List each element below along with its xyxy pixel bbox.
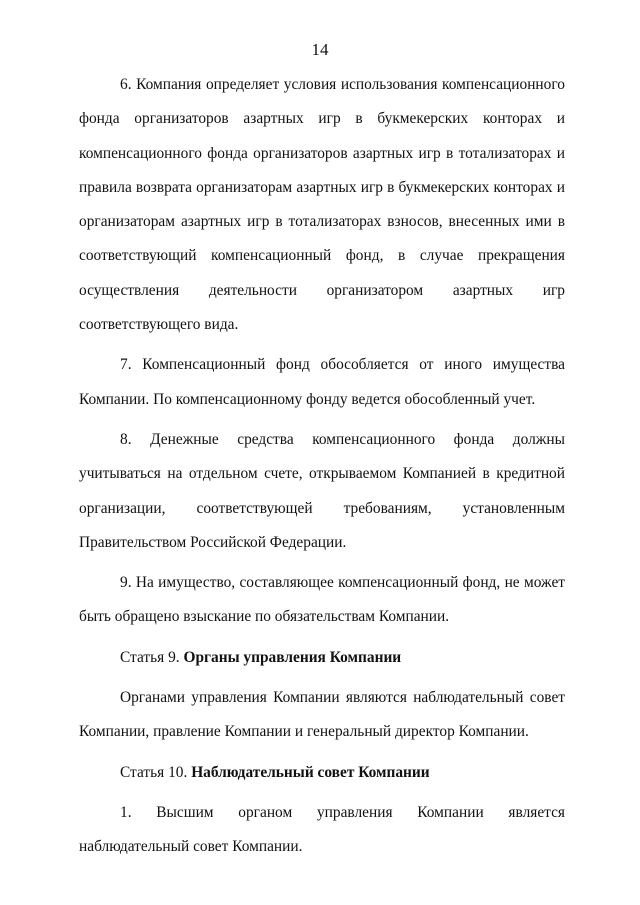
article-10-prefix: Статья 10. bbox=[120, 763, 188, 781]
article-10-heading bbox=[79, 756, 565, 790]
page-number: 14 bbox=[311, 40, 329, 59]
article-9-prefix: Статья 9. bbox=[120, 648, 180, 666]
article-9-heading bbox=[79, 641, 565, 675]
paragraph-8: 8. Денежные средства компенсационного фонда должны учитываться на отдельном счете, открываемом Компанией в кредитной организации, соответствующей требованиям, установленным Правительством Российской Федерации. bbox=[79, 430, 565, 551]
paragraph-6: 6. Компания определяет условия использования компенсационного фонда организаторов азартных игр в букмекерских конторах и компенсационного фонда организаторов азартных игр в тотализаторах и правила возврата организаторам азартных игр в букмекерских конторах и организаторам азартных игр в тотализаторах взносов, внесенных ими в соответствующий компенсационный фонд, в случае прекращения осуществления деятельности организатором азартных игр соответствующего вида. bbox=[79, 76, 565, 334]
paragraph-9: 9. На имущество, составляющее компенсационный фонд, не может быть обращено взыскание по обязательствам Компании. bbox=[79, 574, 565, 626]
article-9-title: Органы управления Компании bbox=[183, 648, 402, 666]
document-body bbox=[79, 68, 565, 865]
article-10-text: 1. Высшим органом управления Компании является наблюдательный совет Компании. bbox=[79, 803, 565, 856]
article-10-title: Наблюдательный совет Компании bbox=[191, 763, 430, 781]
paragraph-7: 7. Компенсационный фонд обособляется от иного имущества Компании. По компенсационному фонду ведется обособленный учет. bbox=[79, 356, 565, 408]
article-9-text: Органами управления Компании являются наблюдательный совет Компании, правление Компании и генеральный директор Компании. bbox=[79, 689, 565, 741]
